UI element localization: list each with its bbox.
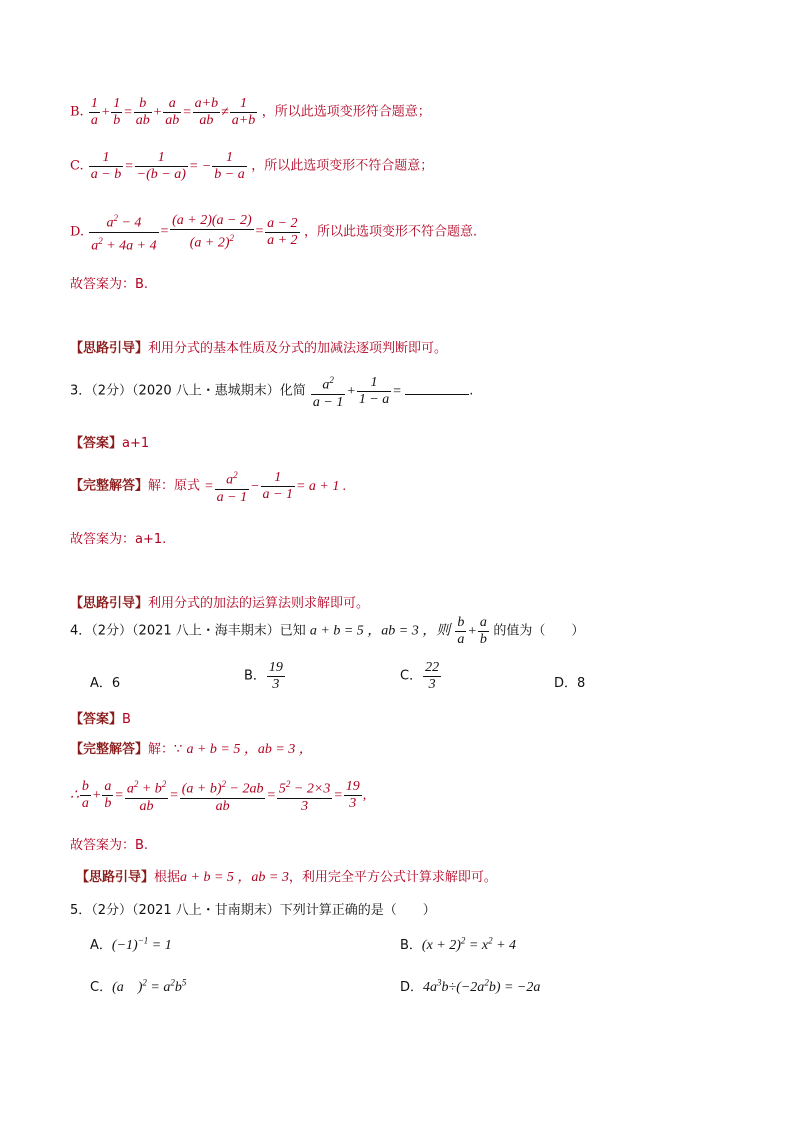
q4-derivation bbox=[70, 776, 366, 815]
q3-hint bbox=[70, 592, 369, 611]
question-4 bbox=[70, 615, 584, 648]
answer-value: a+1 bbox=[122, 436, 150, 451]
formula-d: $\frac{a^2 - 4}{a^2 + 4a + 4}$ = $\frac{(a + 2)(a - 2)}{(a + 2)^2}$ = $\frac{a - 2}{a + 2}$ bbox=[91, 212, 298, 254]
q4-answer bbox=[70, 708, 131, 727]
q2-hint bbox=[70, 337, 447, 356]
question-formula: $\frac{b}{a}$ + $\frac{a}{b}$ bbox=[457, 615, 487, 647]
option-text: ，所以此选项变形符合题意； bbox=[261, 104, 431, 120]
answer-value: B bbox=[122, 712, 131, 727]
option-label: B． bbox=[400, 938, 422, 953]
solution-tag: 【完整解答】 bbox=[70, 478, 149, 494]
formula-b: $\frac{1}{a}$ + $\frac{1}{b}$ = $\frac{b}{ab}$ + $\frac{a}{ab}$ = $\frac{a+b}{ab}$ ≠ $\frac{1}{a+b}$ bbox=[90, 96, 256, 128]
hint-post: ，利用完全平方公式计算求解即可。 bbox=[288, 870, 497, 885]
option-text: ，所以此选项变形不符合题意. bbox=[304, 224, 478, 240]
q4-solution bbox=[70, 738, 313, 758]
solution-option-c bbox=[70, 150, 433, 183]
formula-c: $\frac{1}{a - b}$ = $\frac{1}{-(b - a)}$ = − $\frac{1}{b - a}$ bbox=[90, 150, 245, 182]
option-text: ，所以此选项变形不符合题意； bbox=[251, 158, 434, 174]
derivation-formula: ∴ $\frac{b}{a}$ + $\frac{a}{b}$ = $\frac{a^2 + b^2}{ab}$ = $\frac{(a + b)^2 - 2ab}{ab}$ = $\frac{5^2 - 2\times 3}{3}$ = $\frac{19}{3}$ , bbox=[70, 778, 367, 814]
q2-conclusion: 故答案为：B. bbox=[70, 277, 149, 292]
q3-answer bbox=[70, 432, 149, 451]
q4-options bbox=[0, 660, 794, 700]
answer-tag: 【答案】 bbox=[70, 712, 123, 727]
option-a[interactable]: A．$(-1)^{-1} = 1$ bbox=[90, 935, 172, 953]
solution-option-b bbox=[70, 96, 431, 129]
solution-text: 解：∵ bbox=[148, 742, 183, 757]
q3-conclusion: 故答案为：a+1. bbox=[70, 532, 167, 547]
solution-formula: = $\frac{a^2}{a - 1}$ − $\frac{1}{a - 1}$ = a + 1 . bbox=[204, 469, 347, 505]
answer-blank[interactable] bbox=[405, 382, 469, 395]
question-formula: $\frac{a^2}{a - 1}$ + $\frac{1}{1 - a}$ = bbox=[312, 374, 406, 410]
solution-condition: a + b = 5 ，ab = 3 ， bbox=[186, 742, 313, 757]
question-3: 3．（2分）（2020 八上・惠城期末）化简 $\frac{a^2}{a - 1}$ + $\frac{1}{1 - a}$ = . bbox=[70, 374, 474, 410]
hint-text: 利用分式的加法的运算法则求解即可。 bbox=[148, 596, 370, 611]
option-b[interactable]: B．$(x + 2)^2 = x^2 + 4$ bbox=[400, 935, 517, 953]
option-label: B. bbox=[70, 104, 84, 120]
solution-tag: 【完整解答】 bbox=[70, 742, 149, 757]
solution-text: 解：原式 bbox=[148, 478, 201, 494]
answer-tag: 【答案】 bbox=[70, 436, 123, 451]
q3-solution bbox=[70, 467, 346, 506]
option-d[interactable]: D．8 bbox=[554, 676, 586, 691]
hint-tag: 【思路引导】 bbox=[76, 870, 155, 885]
option-c[interactable]: C． $\frac{22}{3}$ bbox=[400, 660, 440, 692]
question-condition: a + b = 5 ，ab = 3 ，则 bbox=[309, 623, 451, 639]
hint-tag: 【思路引导】 bbox=[70, 341, 149, 356]
option-c[interactable]: C．(a )$^2 = a^2b^5$ bbox=[90, 977, 187, 995]
option-d[interactable]: D．$4a^3b\div(-2a^2b) = -2a$ bbox=[400, 977, 541, 995]
option-label: C． bbox=[400, 668, 423, 684]
question-prefix: 3．（2分）（2020 八上・惠城期末）化简 bbox=[70, 383, 306, 399]
q5-options bbox=[0, 930, 794, 1000]
option-b[interactable]: B． $\frac{19}{3}$ bbox=[244, 660, 283, 692]
solution-option-d bbox=[70, 210, 477, 254]
option-a[interactable]: A．6 bbox=[90, 676, 121, 691]
option-label: C. bbox=[70, 158, 84, 174]
hint-condition: a + b = 5 ，ab = 3 bbox=[180, 870, 289, 885]
question-5: 5．（2分）（2021 八上・甘南期末）下列计算正确的是（ ） bbox=[70, 903, 436, 918]
hint-tag: 【思路引导】 bbox=[70, 596, 149, 611]
hint-pre: 根据 bbox=[154, 870, 181, 885]
q4-conclusion: 故答案为：B. bbox=[70, 838, 149, 853]
option-label: C． bbox=[90, 980, 113, 995]
option-label: B． bbox=[244, 668, 266, 684]
q4-hint bbox=[76, 866, 497, 886]
option-label: D. bbox=[70, 224, 85, 240]
question-suffix: 的值为（ ） bbox=[493, 623, 585, 639]
hint-text: 利用分式的基本性质及分式的加减法逐项判断即可。 bbox=[148, 341, 448, 356]
option-label: A． bbox=[90, 938, 112, 953]
option-label: D． bbox=[400, 980, 424, 995]
question-prefix: 4．（2分）（2021 八上・海丰期末）已知 bbox=[70, 623, 306, 639]
